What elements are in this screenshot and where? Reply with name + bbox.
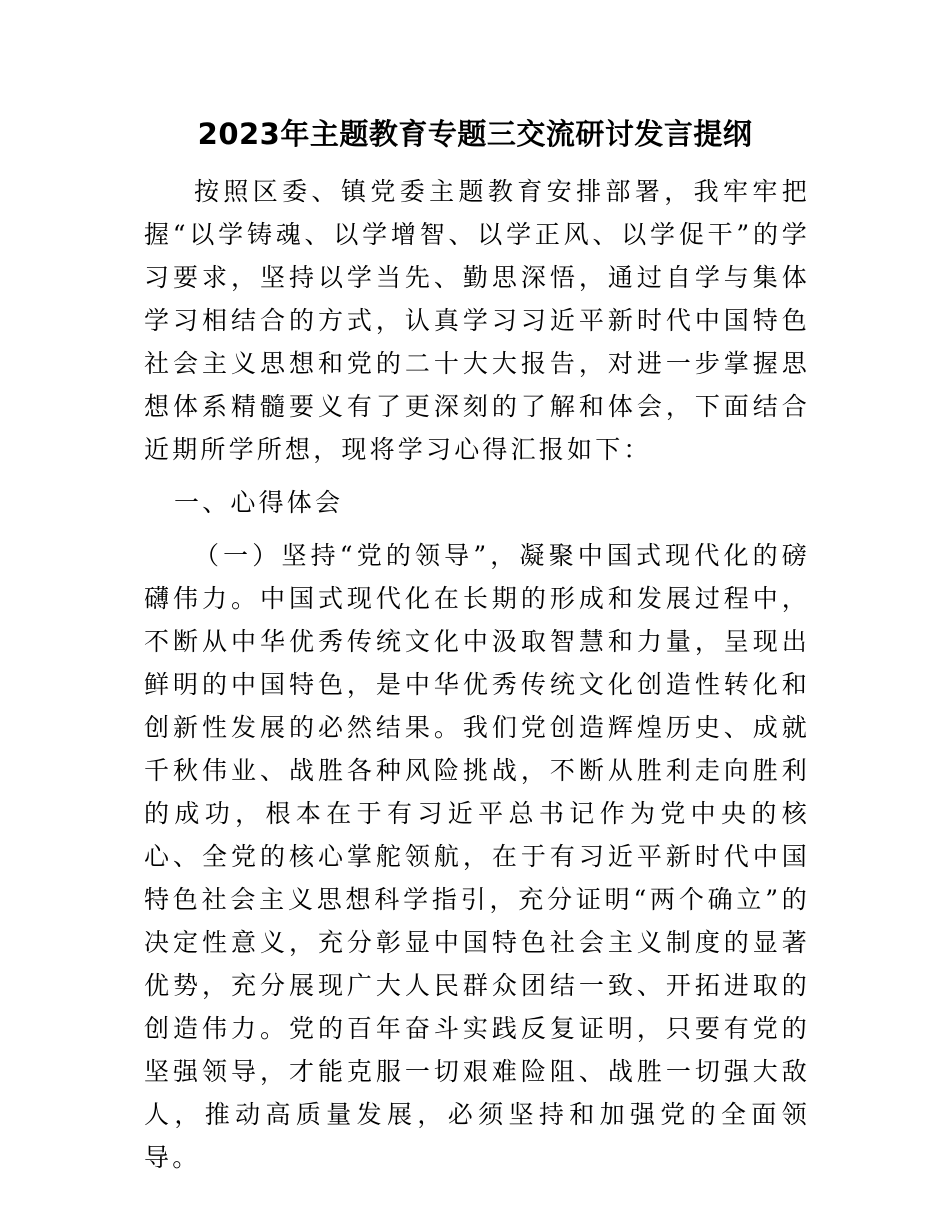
document-title: 2023年主题教育专题三交流研讨发言提纲 — [197, 117, 753, 151]
section-paragraph: （一）坚持“党的领导”，凝聚中国式现代化的磅礴伟力。中国式现代化在长期的形成和发展过程中，不断从中华优秀传统文化中汲取智慧和力量，呈现出鲜明的中国特色，是中华优秀传统文化创造性转化和创新性发展的必然结果。我们党创造辉煌历史、成就千秋伟业、战胜各种风险挑战，不断从胜利走向胜利的成功，根本在于有习近平总书记作为党中央的核心、全党的核心掌舵领航，在于有习近平新时代中国特色社会主义思想科学指引，充分证明“两个确立”的决定性意义，充分彰显中国特色社会主义制度的显著优势，充分展现广大人民群众团结一致、开拓进取的创造伟力。党的百年奋斗实践反复证明，只要有党的坚强领导，才能克服一切艰难险阻、战胜一切强大敌人，推动高质量发展，必须坚持和加强党的全面领导。 — [144, 541, 810, 1172]
document-body — [144, 170, 810, 1189]
section-heading: 一、心得体会 — [174, 488, 344, 517]
intro-paragraph: 按照区委、镇党委主题教育安排部署，我牢牢把握“以学铸魂、以学增智、以学正风、以学促干”的学习要求，坚持以学当先、勤思深悟，通过自学与集体学习相结合的方式，认真学习习近平新时代中国特色社会主义思想和党的二十大大报告，对进一步掌握思想体系精髓要义有了更深刻的了解和体会，下面结合近期所学所想，现将学习心得汇报如下： — [144, 177, 810, 464]
